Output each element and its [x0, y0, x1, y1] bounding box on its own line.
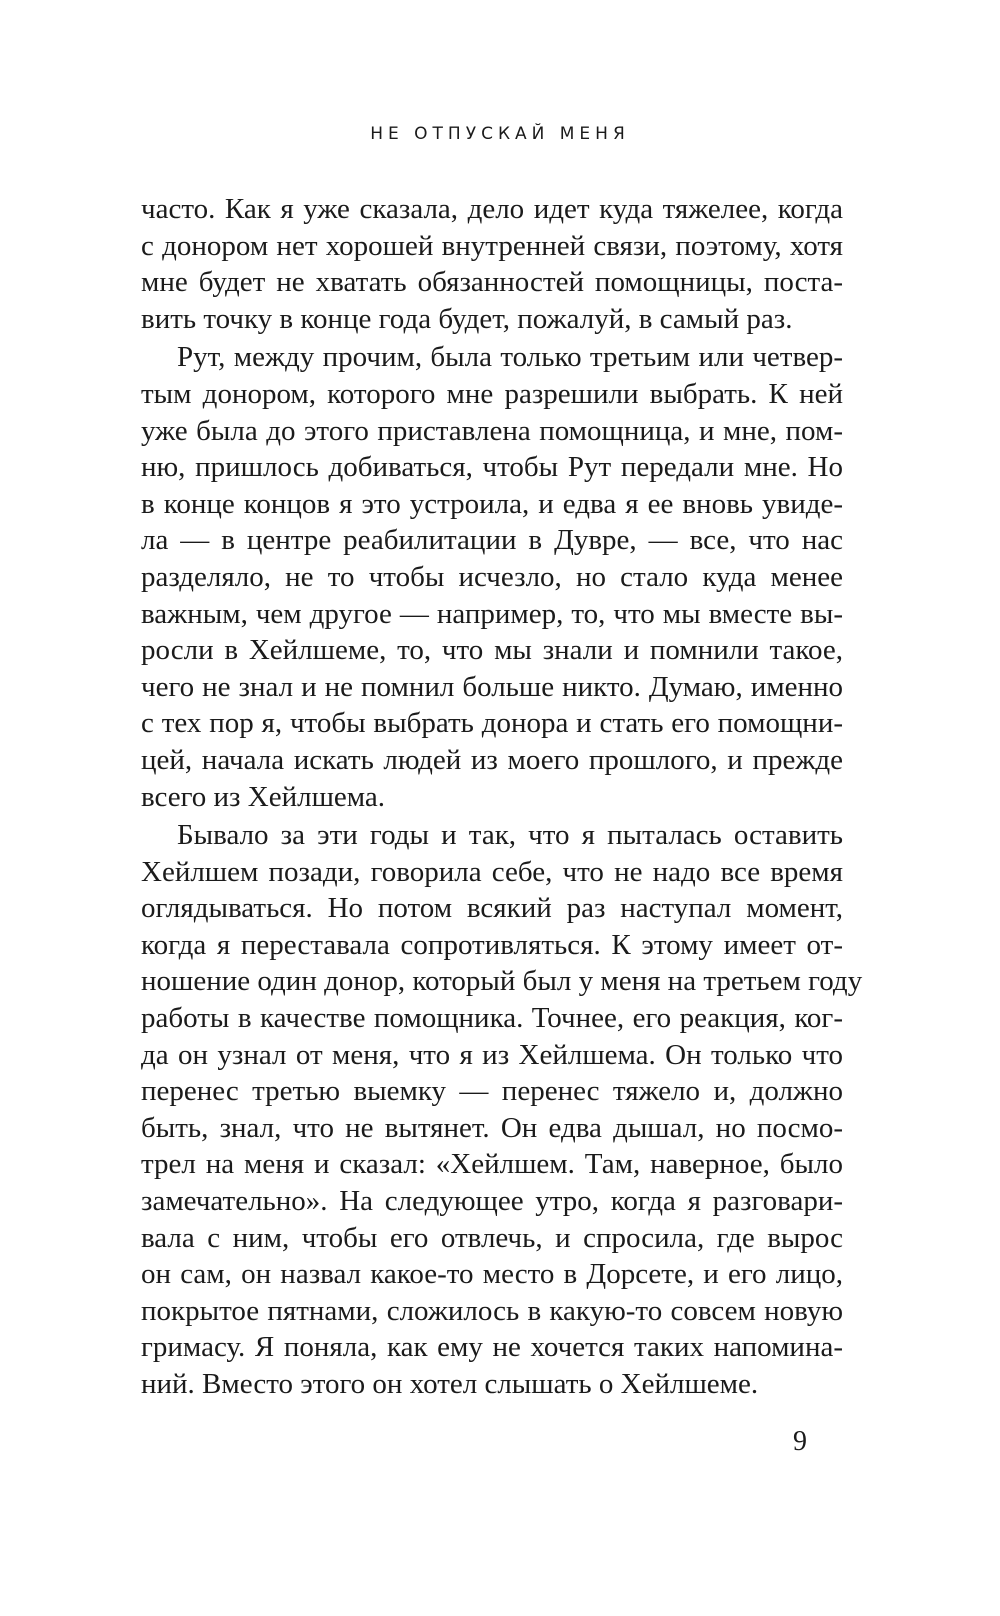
text-line: чего не знал и не помнил больше никто. Думаю, именно — [141, 670, 843, 703]
text-line: важным, чем другое — например, то, что мы вместе вы- — [141, 597, 843, 630]
page-number: 9 — [793, 1426, 807, 1457]
text-line: да он узнал от меня, что я из Хейлшема. Он только что — [141, 1038, 843, 1071]
text-line: покрытое пятнами, сложилось в какую-то совсем новую — [141, 1294, 843, 1327]
text-line: трел на меня и сказал: «Хейлшем. Там, наверное, было — [141, 1148, 843, 1181]
paragraph — [141, 817, 863, 1403]
text-line: Бывало за эти годы и так, что я пыталась оставить — [177, 819, 843, 852]
paragraph — [141, 339, 843, 815]
text-line: вала с ним, чтобы его отвлечь, и спросила, где вырос — [141, 1221, 843, 1254]
text-line: ний. Вместо этого он хотел слышать о Хейлшеме. — [141, 1368, 759, 1400]
text-line: перенес третью выемку — перенес тяжело и, должно — [141, 1075, 843, 1108]
text-line: замечательно». На следующее утро, когда я разговари- — [141, 1185, 843, 1218]
paragraph — [141, 191, 843, 337]
text-line: он сам, он назвал какое-то место в Дорсете, и его лицо, — [141, 1258, 843, 1291]
text-line: в конце концов я это устроила, и едва я ее вновь увиде- — [141, 487, 843, 520]
text-line: уже была до этого приставлена помощница, и мне, пом- — [141, 414, 843, 447]
text-line: цей, начала искать людей из моего прошлого, и прежде — [141, 743, 843, 776]
text-line: росли в Хейлшеме, то, что мы знали и помнили такое, — [141, 634, 843, 667]
text-line: разделяло, не то чтобы исчезло, но стало куда менее — [141, 560, 843, 593]
body-text — [141, 191, 863, 1403]
text-line: всего из Хейлшема. — [141, 780, 386, 813]
text-line: когда я переставала сопротивляться. К этому имеет от- — [141, 928, 843, 961]
text-line: часто. Как я уже сказала, дело идет куда тяжелее, когда — [141, 193, 843, 225]
running-title: НЕ ОТПУСКАЙ МЕНЯ — [370, 124, 630, 144]
text-line: с донором нет хорошей внутренней связи, поэтому, хотя — [141, 229, 843, 262]
text-line: оглядываться. Но потом всякий раз наступал момент, — [141, 892, 843, 925]
text-line: ню, пришлось добиваться, чтобы Рут передали мне. Но — [141, 451, 843, 484]
text-line: ношение один донор, который был у меня на третьем году — [141, 965, 863, 998]
text-line: Хейлшем позади, говорила себе, что не надо все время — [141, 855, 843, 888]
text-line: с тех пор я, чтобы выбрать донора и стать его помощни- — [141, 707, 843, 740]
text-line: мне будет не хватать обязанностей помощницы, поста- — [141, 266, 843, 299]
text-line: ла — в центре реабилитации в Дувре, — все, что нас — [141, 524, 843, 557]
text-line: вить точку в конце года будет, пожалуй, в самый раз. — [141, 302, 793, 335]
text-line: работы в качестве помощника. Точнее, его реакция, ког- — [141, 1002, 843, 1035]
text-line: быть, знал, что не вытянет. Он едва дышал, но посмо- — [141, 1111, 843, 1144]
text-line: гримасу. Я поняла, как ему не хочется таких напомина- — [141, 1331, 843, 1364]
text-line: Рут, между прочим, была только третьим или четвер- — [177, 341, 843, 374]
text-line: тым донором, которого мне разрешили выбрать. К ней — [141, 377, 843, 410]
